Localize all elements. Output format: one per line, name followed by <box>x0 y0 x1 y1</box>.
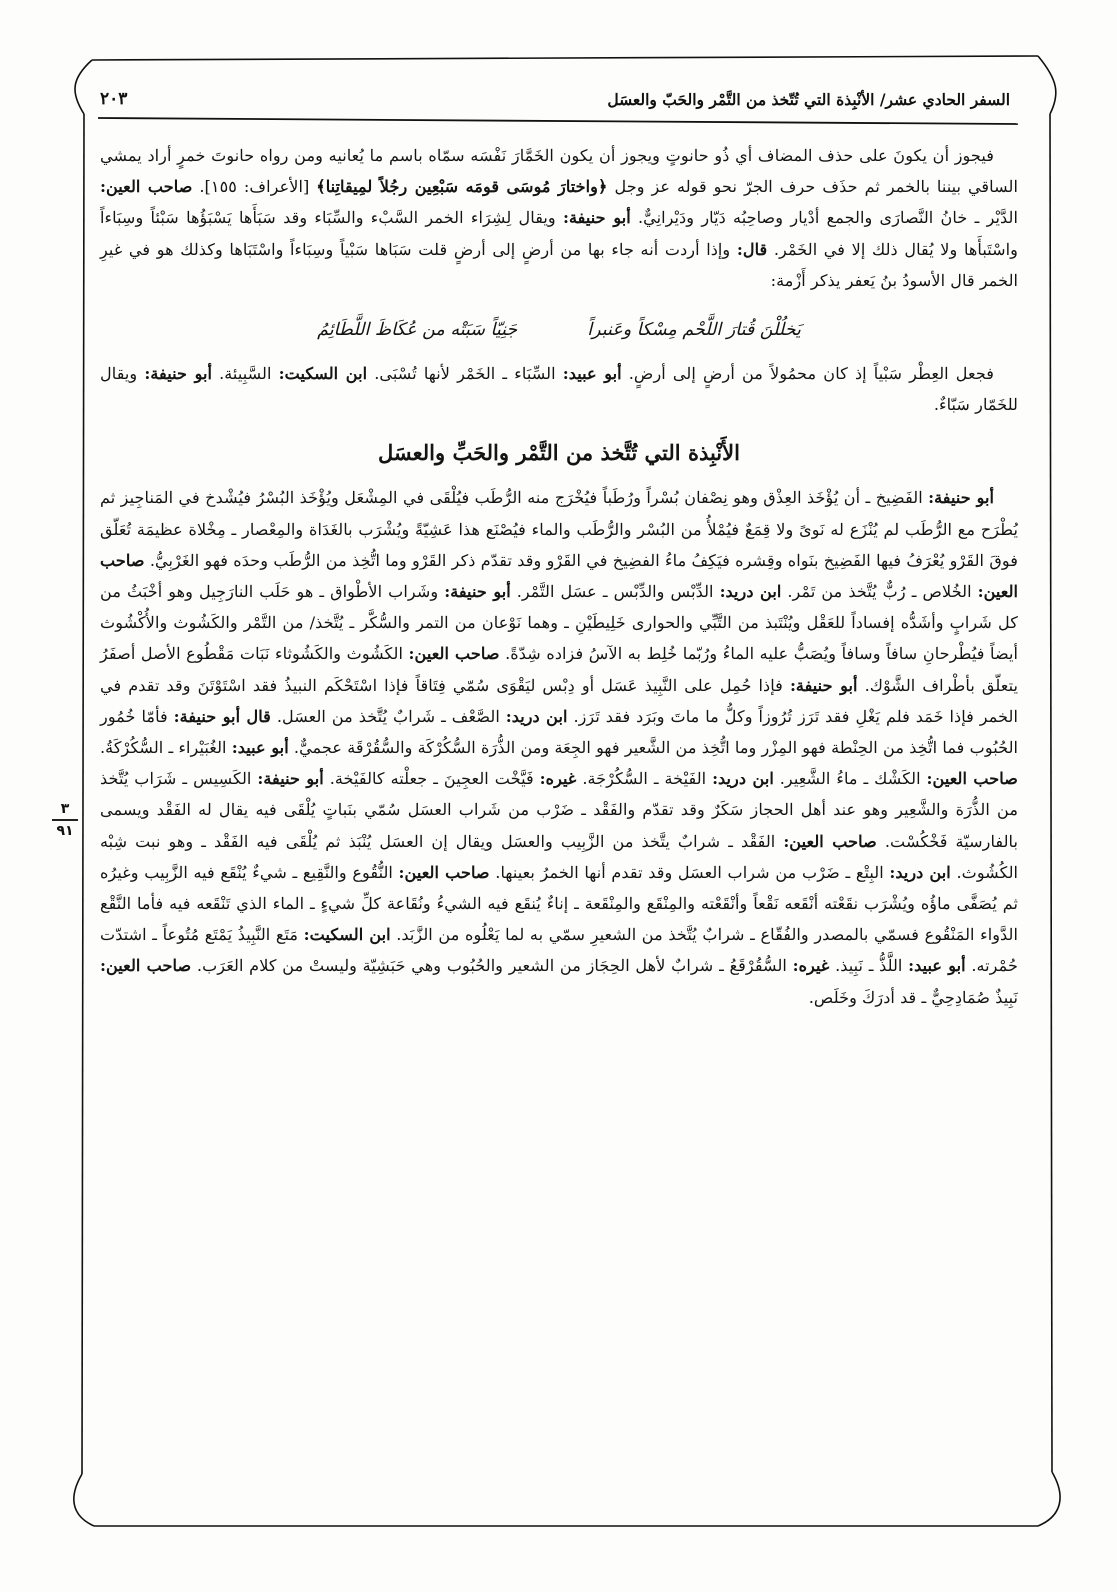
p2-text-2: السِّبَاء ـ الخَمْر لأنها تُسْبَى. <box>374 364 556 384</box>
speaker: غيره: <box>792 956 830 976</box>
speaker: أبو حنيفة: <box>257 769 324 789</box>
p1-line-2: ومن رواه حانوتَ خمرٍ أراد يمشي الساقي بيننا بالخمر ثم حذَف حرف الجرّ نحو قوله عز وجل <box>100 146 1018 197</box>
page-body <box>100 140 1018 1013</box>
folio-top: ٣ <box>60 801 70 817</box>
entry-text: فإذا حُمِل على النَّبِيذ عَسَل أو دِبْس ليَقْوَى سُمّي فِتَاقاً فإذا اسْتَحْكَم النبيذُ فقد اسْتَوْتَنَ وقد تقدم في الخمر فإذا خَمَد فلم يَغْلِ فقد تَرَز تُرُوزاً وكلُّ ما ماتَ وبَرَد فقد تَرَز. <box>100 675 1018 726</box>
entry-text: فأمّا خُمُور الحُبُوب فما اتُّخِذ من الحِنْطة فهو المِزْر وما اتُّخِذ من الشَّعير فهو الجِعَة ومن الذُّرَة السُّكُرْكَة والسُّقُرْقَة عجميٌّ. <box>100 706 1018 758</box>
entry-text: وشَراب الأطْواق ـ هو حَلَب النارَجِيل وهو أخْبَثُ من كل شَرابٍ وأشَدُّه إفساداً للعَقْل ويُنْتَبذ من التَّبِّي والحوارى خَلِيطَيْنِ ـ وهما نَوْعان من التمر والسُّكَّر ـ يُتَّخذ/ من التَّمْر والكَشُوث والأُكْشُوث أيضاً فيُطْرحانِ سافاً وسافاً ويُصَبُّ عليه الماءُ ورُبّما خُلِط به الآسُ فزاده شِدّةً. <box>100 582 1018 664</box>
entry-text: الفَضِيخ ـ أن يُؤْخَذ العِذْق وهو نِصْفان بُسْراً ورُطَباً فيُخْرَج منه الرُّطَب فيُلْقَى في المِشْعَل ويُؤْخَذ البُسْرُ فيُشْدخ في المَناجِيز ثم يُطْرَح مع الرُّطَب لم يُنْزَع له نَوىً ولا قِمَعٌ فيُمْلأُ من البُسْر والرُّطَب والماء فيُصْنَع هذا عَشِيّةً ويُشْرَب بالغَدَاة والمِعْصار ـ مِخْلاة عظيمَة تُعَلّق فوقَ القَرْو يُعْرَفُ فيها الفَضِيخ بنَواه وقِشره فيَكِفُ ماءُ الفضِيخ في القَرْو وقد تقدّم ذكر القَرْو وما اتُّخِذ من الرُّطَب وحدَه فهو الغَرْبِيُّ. <box>100 488 1018 570</box>
paragraph-main <box>100 482 1018 1012</box>
speaker: أبو عبيد: <box>231 738 289 758</box>
entry-text: الفَقْد ـ شرابٌ يتَّخذ من الزَّبِيب والعسَل ويقال إن العسَل يُنْبَذ ثم يُلْقَى فيه الفَقْد ـ وهو نبت شِبْه الكُشُوث. <box>100 831 1018 882</box>
speaker: صاحب العين: <box>398 862 490 882</box>
folio-divider <box>52 819 78 821</box>
running-header <box>100 84 1010 114</box>
poem-hemistich-2: جَنِيّاً سَبَتْه من عُكَاظَ اللَّطَائِمُ <box>317 320 518 341</box>
entry-text: الخُلاص ـ رُبٌّ يُتَّخذ من تَمْر. <box>787 582 972 602</box>
p2-text-1: فجعل العِطْر سَبْياً إذ كان محمُولاً من أرضٍ إلى أرضٍ. <box>628 364 995 384</box>
section-heading: الأَنْبِذة التي تُتَّخذ من التَّمْر والحَبِّ والعسَل <box>378 440 740 466</box>
quran-verse: ﴿واختارَ مُوسَى قومَه سَبْعِين رجُلاً لمِيقاتِنا﴾ <box>316 177 608 197</box>
speaker: ابن دريد: <box>719 582 782 602</box>
entry-text: الكَسِيس ـ شَرَاب يُتَّخذ من الذُّرَة والشَّعِير وهو عند أهل الحجاز سَكَرٌ وقد تقدّم والفَقْد ـ ضَرْب من شَراب العسَل سُمّي بنَباتٍ يُلْقَى فيه يقال له الفَقْد ويسمى بالفارسيّة فَخْكُسْت. <box>100 769 1018 851</box>
entry-text: الصَّعْف ـ شَرابٌ يُتَّخذ من العسَل. <box>276 706 500 726</box>
speaker: أبو حنيفة: <box>928 488 994 508</box>
entry-text: الغُبَيْراء ـ السُّكُرْكَةُ. <box>100 738 227 758</box>
p1-line-1: فيجوز أن يكونَ على حذف المضاف أي ذُو حانوتٍ ويجوز أن يكون الخَمَّارَ نَفْسَه سمّاه باسم ما يُعانيه <box>328 146 994 165</box>
speaker: غيره: <box>539 769 577 789</box>
poem-hemistich-1: يَخلُلْنَ قُتارَ اللَّحْم مِسْكاً وعَنبراً <box>587 320 801 341</box>
speaker: أبو حنيفة: <box>444 582 511 602</box>
speaker: أبو حنيفة: <box>789 675 858 695</box>
speaker: ابن دريد: <box>505 706 568 726</box>
margin-folio-marker <box>48 801 82 839</box>
entry-text: البِتْع ـ ضَرْب من شراب العسَل وقد تقدم أنها الخمرُ بعينها. <box>495 862 884 882</box>
saba-definition: ويقال لِشِرَاء الخمر السَّبْء والسِّبَاء وقد سَبَأَها يَسْبَؤُها سَبْئاً وسِبَاءاً واسْتَبأَها ولا يُقال ذلك إلا في الخَمْر. <box>100 208 1019 259</box>
speaker-sahib-al-ayn: صاحب العين: <box>100 177 193 197</box>
speaker: ابن السكيت: <box>303 925 391 945</box>
qala-text: وإذا أردت أنه جاء بها من أرضٍ إلى أرضٍ قلت سَبَاها سَبْياً وسِبَاءاً واسْتَبَاها وكذلك هو في غيرِ الخمر قال الأسودُ بنُ يَعفر يذكر أَزْمة: <box>100 239 1018 290</box>
p2-text-4: ويقال للخَمّار سَبّاءٌ. <box>100 364 1018 415</box>
speaker-abu-ubaid: أبو عبيد: <box>562 364 622 384</box>
entry-text: السُّقُرْقَعُ ـ شرابٌ لأهل الحِجَاز من الشعير والحُبُوب وهي حَبَشِيّة وليستْ من كلام العَرَب. <box>196 956 787 976</box>
paragraph-2 <box>100 358 1018 420</box>
speaker: أبو عبيد: <box>908 956 966 976</box>
speaker: صاحب العين: <box>926 769 1018 789</box>
entry-text: الكَشُوث والكَشُوثاء نَبَات مَقْطُوع الأصل أصفَرُ يتعلّق بأطْراف الشَّوْك. <box>100 644 1018 695</box>
entry-text: الدِّبْس والدِّبْس ـ عسَل التَّمْر. <box>516 582 714 602</box>
speaker: صاحب العين: <box>783 831 877 851</box>
speaker-qala: قال: <box>736 239 768 259</box>
entry-text: نَبِيذٌ صُمَادِحِيٌّ ـ قد أدرَكَ وخَلَص. <box>808 987 1018 1007</box>
quran-reference: [الأعراف: ١٥٥]. <box>199 177 310 197</box>
entry-text: فَيَّخْت العجِينَ ـ جعلْته كالفَيْخة. <box>329 769 534 789</box>
page-number: ٢٠٣ <box>100 89 128 109</box>
folio-bottom: ٩١ <box>56 823 74 839</box>
speaker-abu-hanifa: أبو حنيفة: <box>144 364 212 384</box>
paragraph-1 <box>100 140 1018 296</box>
speaker: صاحب العين: <box>408 644 500 664</box>
running-title: السفر الحادي عشر/ الأنْبِذة التي تُتّخذ من التَّمْر والحَبّ والعسَل <box>607 89 1010 109</box>
speaker-abu-hanifa: أبو حنيفة: <box>562 208 631 228</box>
speaker: قال أبو حنيفة: <box>173 706 271 726</box>
deir-definition: الدَّيْر ـ خانُ النَّصارَى والجمع أدْيار وصاحِبُه دَيّار ودَيْرانِيٌّ. <box>637 208 1018 228</box>
speaker: صاحب العين: <box>100 550 1019 602</box>
entry-text: اللَّذُّ ـ نَبِيذ. <box>835 956 903 976</box>
p2-text-3: السَّبِيئة. <box>219 364 272 384</box>
speaker-ibn-sikkit: ابن السكيت: <box>278 364 368 384</box>
speaker: ابن دريد: <box>712 769 774 789</box>
entry-text: الكَشْك ـ ماءُ الشَّعِير. <box>779 769 921 789</box>
entry-text: الفَيْخة ـ السُّكُرْجَة. <box>582 769 707 789</box>
speaker: صاحب العين: <box>100 956 192 976</box>
entry-text: مَتَع النَّبِيذُ يَمْتَع مُتُوعاً ـ اشتدّت حُمْرته. <box>100 925 1018 976</box>
poem-verse <box>100 314 1018 346</box>
entry-text: النُّقُوع والنَّقِيع ـ شيءٌ يُنْقَع فيه الزَّبِيب وغيرُه ثم يُصَفَّى ماؤُه ويُشْرَب نقَعْته أنْقَعه نَقْعاً وأنْقَعْته والمِنْقَع والمِنْقَعة ـ إناءٌ يُنقَع فيه الشيءُ ونُقَاعة كلِّ شيءٍ ـ الماء الذي تَنْقَعه فيه فأما النَّقْع الدَّواء المَنْقُوع فسمّي بالمصدر والفُقّاع ـ شرابٌ يُتَّخذ من الشعيرِ سمّي به لما يَعْلُوه من الزَّبَد. <box>100 862 1018 945</box>
speaker: ابن دريد: <box>889 862 951 882</box>
